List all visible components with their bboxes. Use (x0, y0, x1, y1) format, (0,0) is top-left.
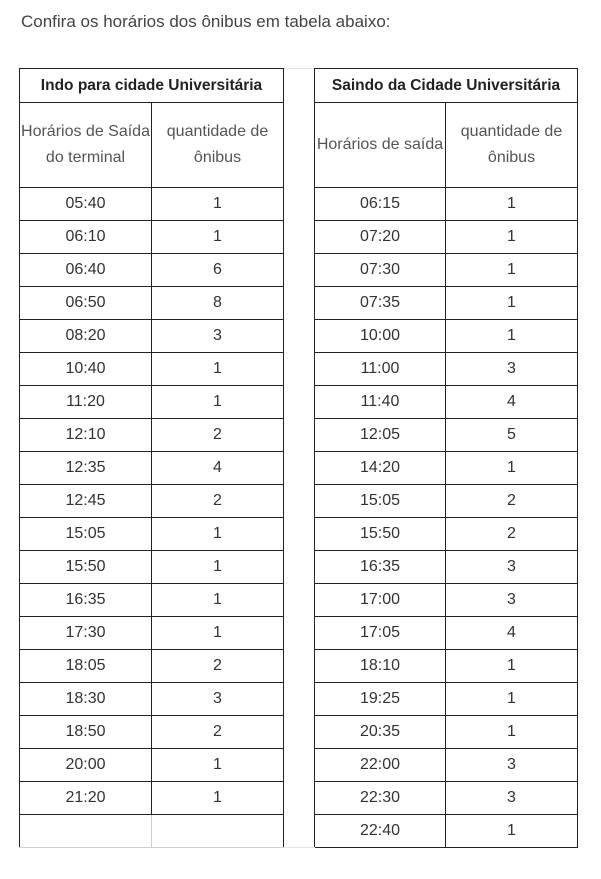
going-time-cell: 08:20 (20, 320, 152, 353)
leaving-qty-cell: 3 (446, 353, 578, 386)
leaving-qty-cell: 1 (446, 650, 578, 683)
going-qty-cell: 1 (152, 353, 284, 386)
going-time-cell: 18:30 (20, 683, 152, 716)
leaving-qty-cell: 1 (446, 320, 578, 353)
going-title: Indo para cidade Universitária (20, 69, 284, 103)
going-time-cell: 18:05 (20, 650, 152, 683)
leaving-time-cell: 07:35 (315, 287, 446, 320)
leaving-qty-cell: 3 (446, 584, 578, 617)
going-time-cell: 21:20 (20, 782, 152, 815)
leaving-qty-cell: 2 (446, 518, 578, 551)
leaving-time-cell: 11:00 (315, 353, 446, 386)
going-qty-cell: 4 (152, 452, 284, 485)
leaving-time-cell: 15:50 (315, 518, 446, 551)
leaving-time-cell: 17:05 (315, 617, 446, 650)
going-qty-cell: 8 (152, 287, 284, 320)
leaving-time-cell: 16:35 (315, 551, 446, 584)
going-qty-cell: 1 (152, 551, 284, 584)
going-time-cell (20, 815, 152, 848)
leaving-qty-cell: 2 (446, 485, 578, 518)
leaving-time-cell: 22:30 (315, 782, 446, 815)
bus-schedule-table (19, 68, 578, 848)
leaving-qty-cell: 1 (446, 452, 578, 485)
intro-text: Confira os horários dos ônibus em tabela abaixo: (21, 12, 391, 31)
table-title-row (20, 69, 578, 103)
column-separator (284, 69, 315, 848)
leaving-qty-cell: 1 (446, 815, 578, 848)
leaving-time-cell: 22:40 (315, 815, 446, 848)
leaving-qty-cell: 4 (446, 617, 578, 650)
going-time-cell: 05:40 (20, 188, 152, 221)
leaving-qty-cell: 1 (446, 683, 578, 716)
leaving-qty-cell: 1 (446, 221, 578, 254)
going-time-cell: 15:05 (20, 518, 152, 551)
going-qty-cell: 2 (152, 419, 284, 452)
leaving-time-cell: 19:25 (315, 683, 446, 716)
going-time-cell: 06:10 (20, 221, 152, 254)
leaving-qty-cell: 3 (446, 551, 578, 584)
leaving-time-cell: 17:00 (315, 584, 446, 617)
going-qty-cell: 1 (152, 782, 284, 815)
going-time-cell: 16:35 (20, 584, 152, 617)
leaving-qty-cell: 1 (446, 287, 578, 320)
leaving-time-cell: 06:15 (315, 188, 446, 221)
leaving-time-cell: 11:40 (315, 386, 446, 419)
leaving-time-cell: 07:20 (315, 221, 446, 254)
going-time-cell: 06:40 (20, 254, 152, 287)
leaving-qty-cell: 1 (446, 254, 578, 287)
going-time-cell: 06:50 (20, 287, 152, 320)
leaving-time-header: Horários de saída (315, 103, 446, 188)
leaving-time-cell: 18:10 (315, 650, 446, 683)
going-qty-cell: 3 (152, 320, 284, 353)
leaving-time-cell: 22:00 (315, 749, 446, 782)
leaving-qty-cell: 5 (446, 419, 578, 452)
going-time-cell: 12:35 (20, 452, 152, 485)
going-qty-cell: 1 (152, 749, 284, 782)
leaving-time-cell: 15:05 (315, 485, 446, 518)
going-qty-cell: 2 (152, 716, 284, 749)
leaving-qty-header: quantidade de ônibus (446, 103, 578, 188)
leaving-time-cell: 12:05 (315, 419, 446, 452)
going-qty-cell: 1 (152, 188, 284, 221)
leaving-qty-cell: 1 (446, 716, 578, 749)
going-time-cell: 18:50 (20, 716, 152, 749)
going-qty-cell: 3 (152, 683, 284, 716)
leaving-time-cell: 20:35 (315, 716, 446, 749)
going-qty-cell: 1 (152, 221, 284, 254)
going-time-cell: 20:00 (20, 749, 152, 782)
going-qty-cell: 2 (152, 650, 284, 683)
leaving-qty-cell: 3 (446, 749, 578, 782)
leaving-qty-cell: 1 (446, 188, 578, 221)
going-qty-cell: 2 (152, 485, 284, 518)
leaving-title: Saindo da Cidade Universitária (315, 69, 578, 103)
going-time-cell: 10:40 (20, 353, 152, 386)
leaving-time-cell: 07:30 (315, 254, 446, 287)
going-time-header: Horários de Saída do terminal (20, 103, 152, 188)
going-time-cell: 12:45 (20, 485, 152, 518)
going-qty-header: quantidade de ônibus (152, 103, 284, 188)
going-qty-cell (152, 815, 284, 848)
going-time-cell: 11:20 (20, 386, 152, 419)
leaving-time-cell: 14:20 (315, 452, 446, 485)
leaving-qty-cell: 3 (446, 782, 578, 815)
going-qty-cell: 1 (152, 584, 284, 617)
going-time-cell: 17:30 (20, 617, 152, 650)
going-qty-cell: 6 (152, 254, 284, 287)
leaving-qty-cell: 4 (446, 386, 578, 419)
going-qty-cell: 1 (152, 617, 284, 650)
going-time-cell: 15:50 (20, 551, 152, 584)
going-time-cell: 12:10 (20, 419, 152, 452)
going-qty-cell: 1 (152, 386, 284, 419)
going-qty-cell: 1 (152, 518, 284, 551)
leaving-time-cell: 10:00 (315, 320, 446, 353)
